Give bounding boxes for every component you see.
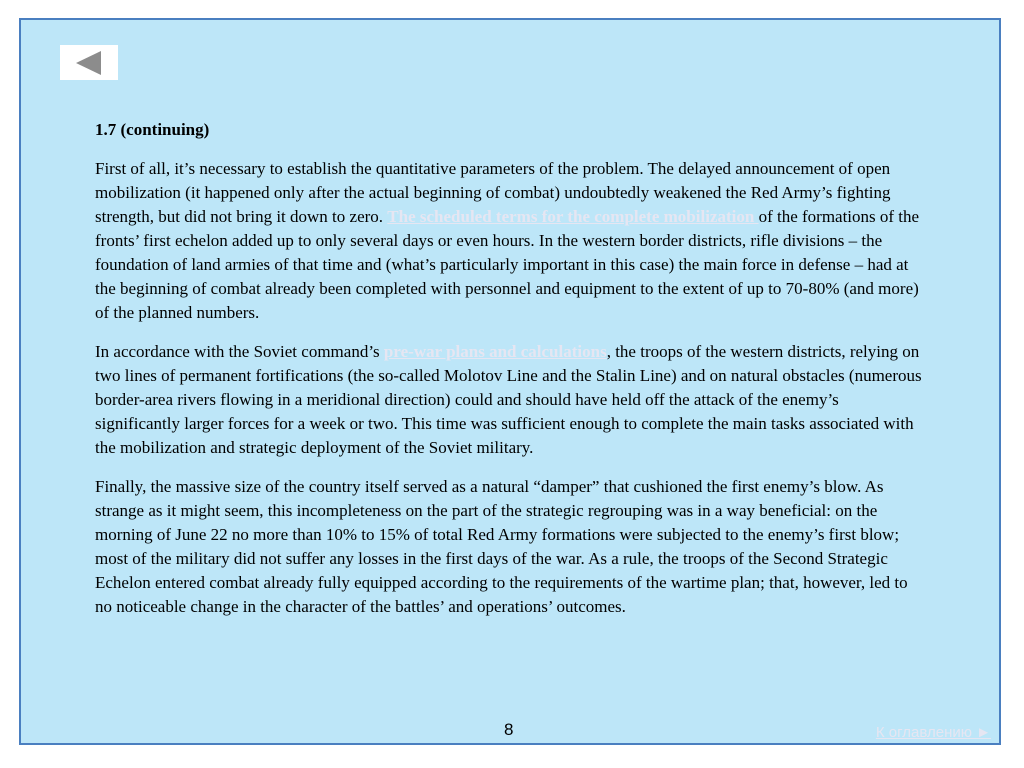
paragraph-2-text-a: In accordance with the Soviet command’s [95, 342, 384, 361]
paragraph-1-text-b: of the formations of the fronts’ first echelon added up to only several days or even hours. In the western border districts, rifle divisions – the foundation of land armies of that time and (what’s particularly important in this case) the main force in defense – had at the beginning of combat already been completed with personnel and equipment to the extent of up to 70-80% (and more) of the planned numbers. [95, 207, 920, 322]
paragraph-1 [95, 157, 925, 325]
section-content [95, 118, 925, 634]
paragraph-1-text-a: First of all, it’s necessary to establish the quantitative parameters of the problem. The delayed announcement of open mobilization (it happened only after the actual beginning of combat) undoubtedly weakened the Red Army’s fighting strength, but did not bring it down to zero. [95, 159, 891, 226]
table-of-contents-link[interactable]: К оглавлению ► [875, 724, 991, 741]
pre-war-plans-link[interactable]: pre-war plans and calculations [383, 342, 607, 361]
section-heading: 1.7 (continuing) [95, 120, 210, 139]
mobilization-terms-link[interactable]: The scheduled terms for the complete mobilization [387, 207, 759, 226]
paragraph-3: Finally, the massive size of the country itself served as a natural “damper” that cushioned the first enemy’s blow. As strange as it might seem, this incompleteness on the part of the strategic regrouping was in a way beneficial: on the morning of June 22 no more than 10% to 15% of total Red Army formations were subjected to the enemy’s first blow; most of the military did not suffer any losses in the first days of the war. As a rule, the troops of the Second Strategic Echelon entered combat already fully equipped according to the requirements of the wartime plan; that, however, led to no noticeable change in the character of the battles’ and operations’ outcomes. [95, 477, 908, 616]
page-number: 8 [504, 720, 514, 739]
paragraph-2-text-b: , the troops of the western districts, relying on two lines of permanent fortifications (the so-called Molotov Line and the Stalin Line) and on natural obstacles (numerous border-area rivers flowing in a meridional direction) could and should have held off the attack of the enemy’s significantly larger forces for a week or two. This time was sufficient enough to complete the main tasks associated with the mobilization and strategic deployment of the Soviet military. [95, 342, 922, 457]
triangle-left-icon [75, 50, 103, 76]
slide-frame [19, 18, 1001, 745]
back-button[interactable] [60, 45, 118, 80]
paragraph-2 [95, 340, 925, 460]
